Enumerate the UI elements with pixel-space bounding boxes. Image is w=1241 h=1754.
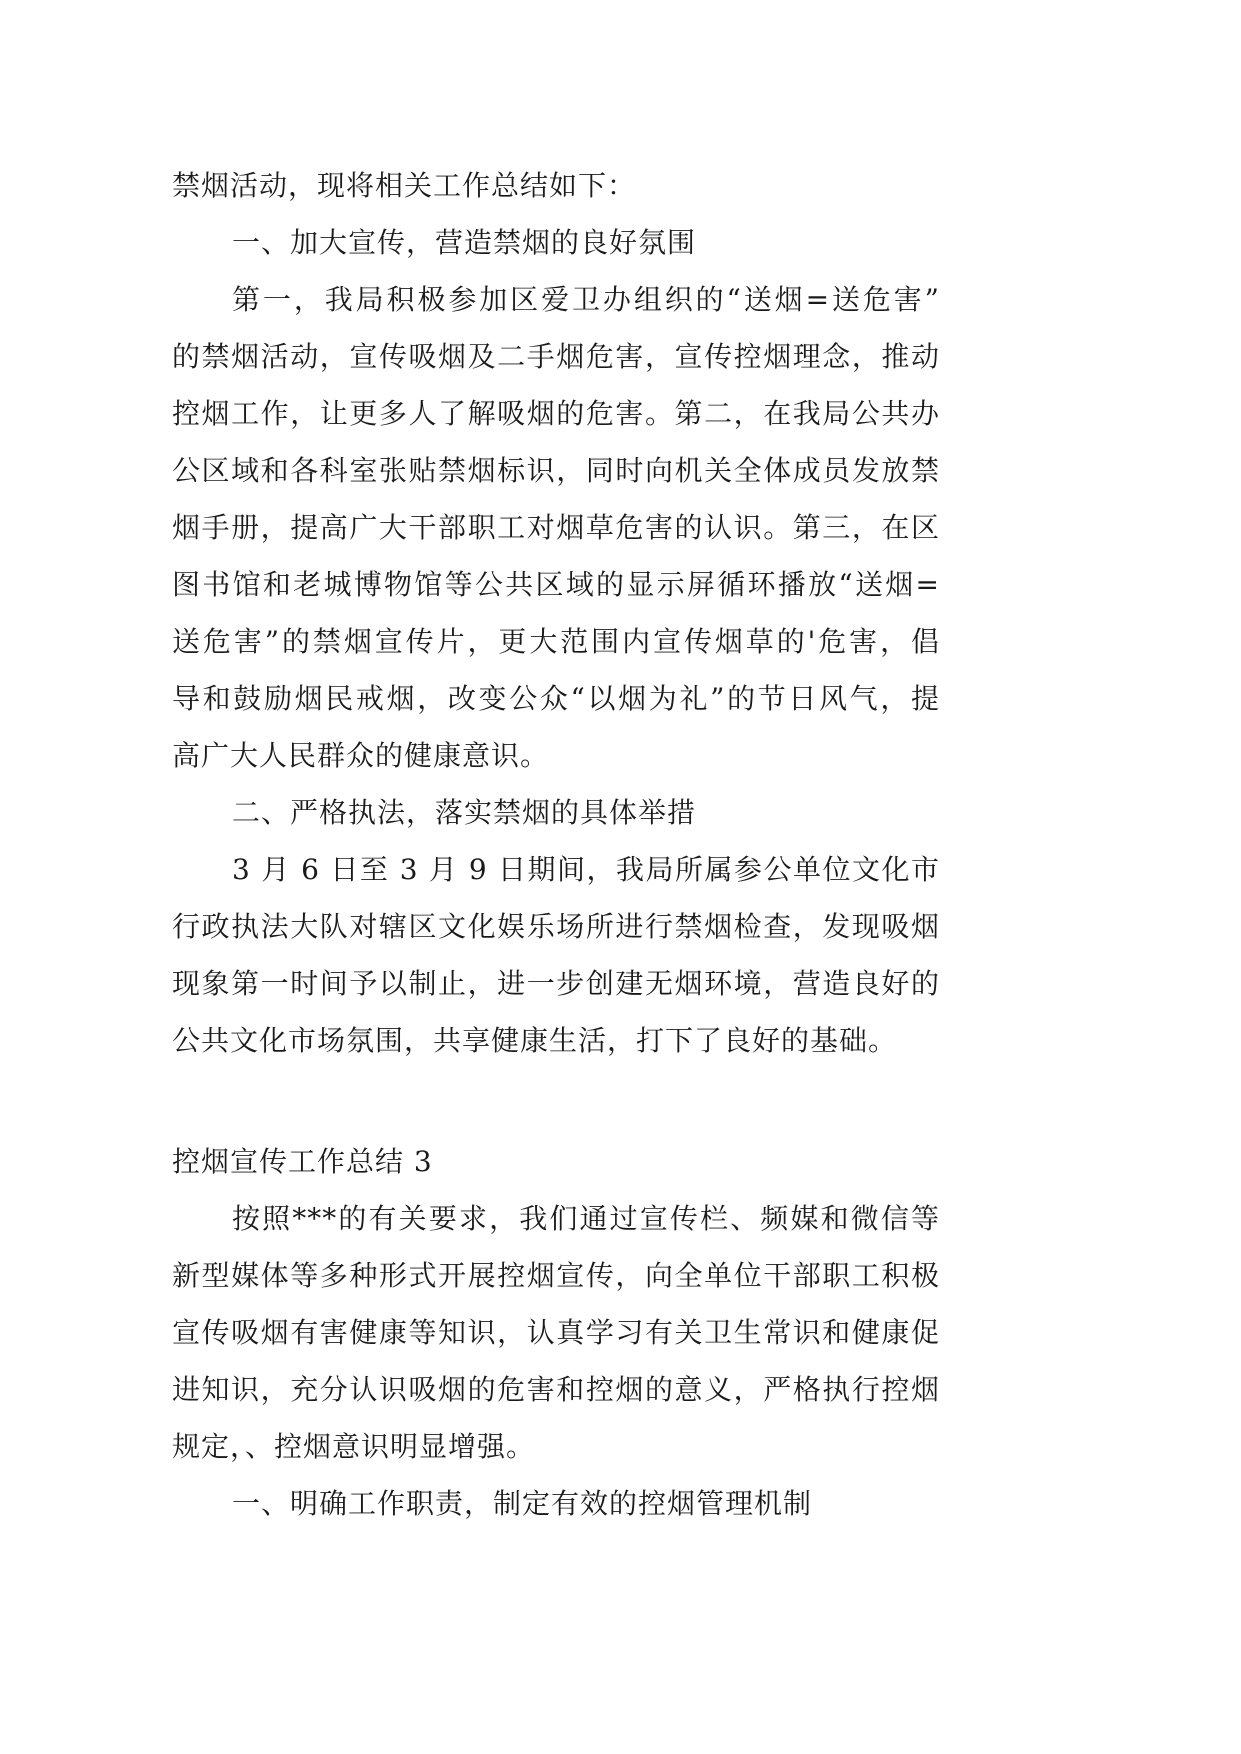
paragraph-line: 禁烟活动，现将相关工作总结如下： <box>172 169 637 202</box>
paragraph-line: 图书馆和老城博物馆等公共区域的显示屏循环播放“送烟= <box>172 568 940 601</box>
paragraph-line: 现象第一时间予以制止，进一步创建无烟环境，营造良好的 <box>172 967 940 1000</box>
document-title: 控烟宣传工作总结 3 <box>172 1145 433 1178</box>
paragraph-line: 进知识，充分认识吸烟的危害和控烟的意义，严格执行控烟 <box>172 1373 940 1406</box>
section-heading: 二、严格执法，落实禁烟的具体举措 <box>232 796 697 829</box>
paragraph-line: 宣传吸烟有害健康等知识，认真学习有关卫生常识和健康促 <box>172 1316 940 1349</box>
section-heading: 一、明确工作职责，制定有效的控烟管理机制 <box>232 1487 813 1520</box>
paragraph-line: 规定，、控烟意识明显增强。 <box>172 1430 536 1463</box>
paragraph-line: 公共文化市场氛围，共享健康生活，打下了良好的基础。 <box>172 1024 898 1057</box>
paragraph-line: 新型媒体等多种形式开展控烟宣传，向全单位干部职工积极 <box>172 1259 940 1292</box>
paragraph-line: 第一，我局积极参加区爱卫办组织的“送烟=送危害” <box>232 283 940 316</box>
paragraph-line: 的禁烟活动，宣传吸烟及二手烟危害，宣传控烟理念，推动 <box>172 340 940 373</box>
paragraph-line: 3 月 6 日至 3 月 9 日期间，我局所属参公单位文化市 <box>232 853 940 886</box>
paragraph-line: 公区域和各科室张贴禁烟标识，同时向机关全体成员发放禁 <box>172 454 940 487</box>
paragraph-line: 控烟工作，让更多人了解吸烟的危害。第二，在我局公共办 <box>172 397 940 430</box>
document-page <box>172 157 940 1532</box>
paragraph-line: 高广大人民群众的健康意识。 <box>172 739 550 772</box>
paragraph-line: 行政执法大队对辖区文化娱乐场所进行禁烟检查，发现吸烟 <box>172 910 940 943</box>
paragraph-line: 烟手册，提高广大干部职工对烟草危害的认识。第三，在区 <box>172 511 940 544</box>
paragraph-line: 导和鼓励烟民戒烟，改变公众“以烟为礼”的节日风气，提 <box>172 682 940 715</box>
paragraph-line: 送危害”的禁烟宣传片，更大范围内宣传烟草的'危害，倡 <box>172 625 940 658</box>
section-heading: 一、加大宣传，营造禁烟的良好氛围 <box>232 226 697 259</box>
paragraph-line: 按照***的有关要求，我们通过宣传栏、频媒和微信等 <box>232 1202 940 1235</box>
